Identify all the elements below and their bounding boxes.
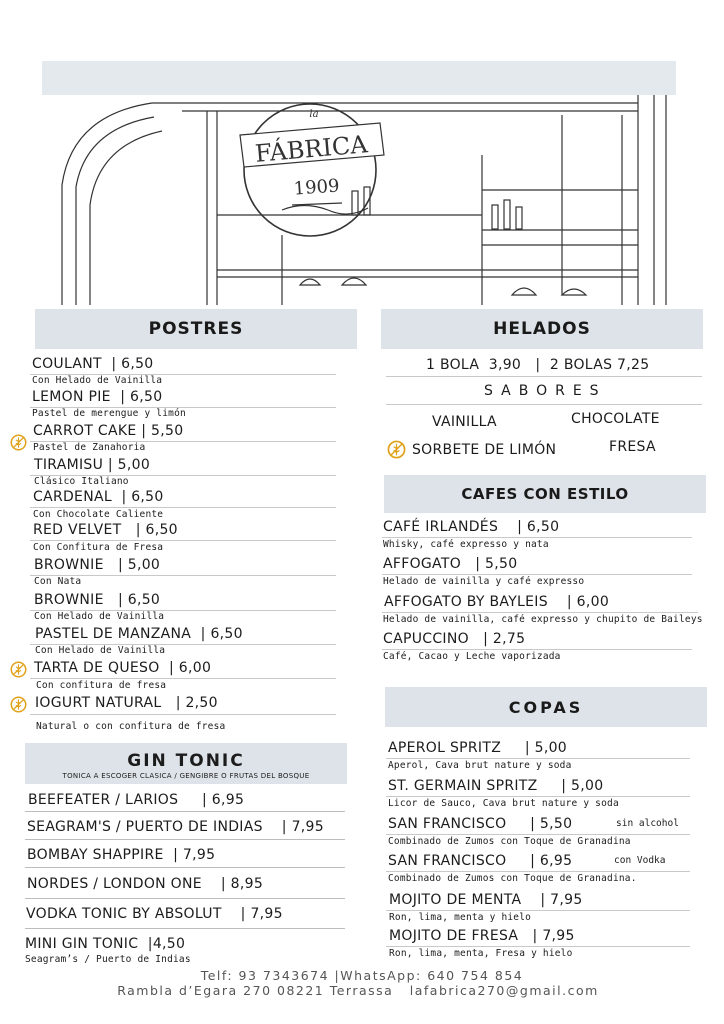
menu-item-desc: Con Helado de Vainilla <box>34 611 165 622</box>
menu-item-name: TARTA DE QUESO | 6,00 <box>34 660 212 676</box>
menu-item-name: RED VELVET | 6,50 <box>33 522 178 538</box>
divider <box>386 834 690 835</box>
flavor-item: SORBETE DE LIMÓN <box>412 442 557 458</box>
menu-item-desc: Ron, lima, menta, Fresa y hielo <box>389 948 573 959</box>
menu-item-desc: Clásico Italiano <box>34 476 129 487</box>
menu-item-desc: Pastel de Zanahoria <box>33 442 146 453</box>
menu-item-desc: Con Helado de Vainilla <box>32 375 163 386</box>
menu-item-desc: Con confitura de fresa <box>36 680 167 691</box>
menu-item-desc: Café, Cacao y Leche vaporizada <box>383 651 561 662</box>
divider <box>30 714 336 715</box>
divider <box>382 537 692 538</box>
gluten-free-icon <box>10 696 27 713</box>
menu-item-name: BROWNIE | 5,00 <box>34 557 161 573</box>
menu-item-name: APEROL SPRITZ | 5,00 <box>388 740 567 756</box>
menu-item-name: CAPUCCINO | 2,75 <box>383 631 526 647</box>
flavor-item: FRESA <box>609 439 656 455</box>
sabores-label: SABORES <box>484 383 607 399</box>
menu-item-desc: Aperol, Cava brut nature y soda <box>388 760 572 771</box>
menu-item-desc: Helado de vainilla y café expresso <box>383 576 585 587</box>
menu-item-name: CARROT CAKE | 5,50 <box>33 423 184 439</box>
divider <box>25 928 345 929</box>
menu-item-desc: Natural o con confitura de fresa <box>36 721 226 732</box>
gin-tonic-banner <box>25 743 347 784</box>
menu-item-name: VODKA TONIC BY ABSOLUT | 7,95 <box>26 906 283 922</box>
menu-item-name: BOMBAY SHAPPIRE | 7,95 <box>27 847 216 863</box>
divider <box>382 612 698 613</box>
flavor-item: VAINILLA <box>432 414 497 430</box>
gin-tonic-heading: GIN TONIC <box>127 751 245 771</box>
menu-item-name: LEMON PIE | 6,50 <box>32 389 163 405</box>
menu-item-desc: Combinado de Zumos con Toque de Granadina. <box>388 873 637 884</box>
header-band <box>42 61 676 95</box>
menu-item-desc: Combinado de Zumos con Toque de Granadina <box>388 836 631 847</box>
menu-item-name: BROWNIE | 6,50 <box>34 592 161 608</box>
footer-contact: Telf: 93 7343674 |WhatsApp: 640 754 854 <box>200 968 524 983</box>
menu-item-desc: Con Confitura de Fresa <box>33 542 164 553</box>
menu-item-name: BEEFEATER / LARIOS | 6,95 <box>28 792 245 808</box>
divider <box>382 574 692 575</box>
cafe-facade-illustration <box>42 95 676 305</box>
menu-item-name: COULANT | 6,50 <box>32 356 154 372</box>
cafes-heading: CAFES CON ESTILO <box>384 475 706 513</box>
logo-prefix: la <box>309 109 319 120</box>
divider <box>30 678 336 679</box>
logo-year: 1909 <box>293 175 341 200</box>
menu-item-name: SEAGRAM'S / PUERTO DE INDIAS | 7,95 <box>27 819 324 835</box>
menu-item-desc: Helado de vainilla, café expresso y chupito de Baileys <box>383 614 703 625</box>
drink-note: sin alcohol <box>616 818 679 829</box>
divider <box>30 540 336 541</box>
divider <box>25 811 345 812</box>
menu-item-name: CAFÉ IRLANDÉS | 6,50 <box>383 519 560 535</box>
menu-item-name: MOJITO DE MENTA | 7,95 <box>389 892 583 908</box>
divider <box>386 404 702 405</box>
footer-address: Rambla d’Egara 270 08221 Terrassa lafabrica270@gmail.com <box>117 983 599 998</box>
menu-item-desc: Con Chocolate Caliente <box>33 509 164 520</box>
divider <box>386 758 690 759</box>
menu-item-desc: Licor de Sauco, Cava brut nature y soda <box>388 798 619 809</box>
menu-item-name: MOJITO DE FRESA | 7,95 <box>389 928 575 944</box>
divider <box>386 946 690 947</box>
menu-item-desc: Whisky, café expresso y nata <box>383 539 549 550</box>
postres-heading: POSTRES <box>35 309 357 349</box>
divider <box>25 867 345 868</box>
menu-item-name: ST. GERMAIN SPRITZ | 5,00 <box>388 778 604 794</box>
menu-item-name: SAN FRANCISCO | 5,50 <box>388 816 573 832</box>
menu-item-name: CARDENAL | 6,50 <box>33 489 164 505</box>
logo-name: FÁBRICA <box>253 130 369 168</box>
divider <box>386 796 690 797</box>
menu-item-desc: Con Helado de Vainilla <box>35 645 166 656</box>
menu-item-name: NORDES / LONDON ONE | 8,95 <box>27 876 264 892</box>
gluten-free-icon <box>387 440 406 459</box>
helados-heading: HELADOS <box>381 309 703 349</box>
menu-item-name: SAN FRANCISCO | 6,95 <box>388 853 573 869</box>
menu-item-name: TIRAMISU | 5,00 <box>34 457 151 473</box>
menu-item-name: IOGURT NATURAL | 2,50 <box>35 695 218 711</box>
menu-item-desc: Ron, lima, menta y hielo <box>389 912 532 923</box>
divider <box>386 910 690 911</box>
gluten-free-icon <box>10 661 27 678</box>
menu-item-name: MINI GIN TONIC |4,50 <box>25 936 186 952</box>
menu-item-desc: Con Nata <box>34 576 82 587</box>
menu-item-desc: Seagram’s / Puerto de Indias <box>25 954 191 965</box>
divider <box>382 649 692 650</box>
menu-item-name: AFFOGATO | 5,50 <box>383 556 518 572</box>
menu-item-name: AFFOGATO BY BAYLEIS | 6,00 <box>384 594 610 610</box>
flavor-item: CHOCOLATE <box>571 411 660 427</box>
copas-heading: COPAS <box>385 687 707 727</box>
gin-tonic-subtitle: TONICA A ESCOGER CLASICA / GENGIBRE O FRUTAS DEL BOSQUE <box>62 772 310 780</box>
divider <box>386 871 690 872</box>
drink-note: con Vodka <box>614 855 666 866</box>
divider <box>386 376 702 377</box>
gluten-free-icon <box>10 434 27 451</box>
divider <box>25 898 345 899</box>
menu-item-desc: Pastel de merengue y limón <box>32 408 186 419</box>
divider <box>25 839 345 840</box>
helados-prices: 1 BOLA 3,90 | 2 BOLAS 7,25 <box>426 357 650 373</box>
menu-item-name: PASTEL DE MANZANA | 6,50 <box>35 626 243 642</box>
divider <box>30 507 336 508</box>
